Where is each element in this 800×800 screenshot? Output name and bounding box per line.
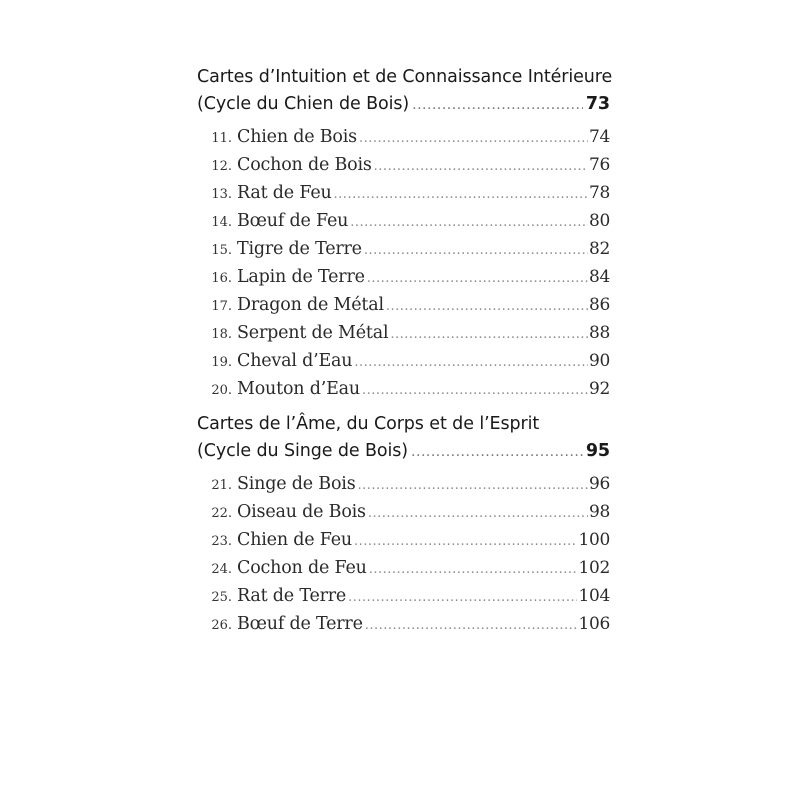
entry-title: Bœuf de Feu [237,211,349,231]
entry-page-number: 92 [588,379,610,399]
dot-leader [365,612,578,640]
toc-entry [197,263,610,291]
entry-number: 11. [211,131,232,146]
entry-title: Tigre de Terre [237,239,362,259]
entry-page-number: 80 [588,211,610,231]
toc-entry [197,610,610,638]
entry-number: 24. [211,562,232,577]
toc-entry [197,498,610,526]
entry-number: 12. [211,159,232,174]
dot-leader [354,528,577,556]
dot-leader [350,209,588,237]
entry-number: 15. [211,243,232,258]
entry-number: 20. [211,383,232,398]
entry-number: 17. [211,299,232,314]
toc-entry [197,347,610,375]
section-page-number: 95 [585,441,610,461]
entry-page-number: 98 [588,502,610,522]
entry-title: Dragon de Métal [237,295,384,315]
toc-entry [197,375,610,403]
section-heading [197,64,613,119]
toc-entry [197,470,610,498]
entry-list [197,123,610,403]
entry-title: Mouton d’Eau [237,379,360,399]
dot-leader [411,439,583,466]
entry-number: 25. [211,590,232,605]
entry-title: Chien de Feu [237,530,352,550]
entry-title: Lapin de Terre [237,267,365,287]
entry-title: Bœuf de Terre [237,614,363,634]
toc-entry [197,123,610,151]
toc-entry [197,526,610,554]
dot-leader [334,181,588,209]
toc-entry [197,582,610,610]
entry-page-number: 106 [578,614,610,634]
dot-leader [390,321,588,349]
entry-title: Rat de Terre [237,586,347,606]
dot-leader [386,293,588,321]
entry-number: 26. [211,618,232,633]
toc-entry [197,179,610,207]
section-title-line-1: Cartes d’Intuition et de Connaissance Intérieure [197,67,613,87]
entry-title: Cochon de Feu [237,558,367,578]
entry-title: Singe de Bois [237,474,356,494]
toc-section [197,411,610,638]
dot-leader [348,584,577,612]
entry-page-number: 78 [588,183,610,203]
entry-page-number: 88 [588,323,610,343]
entry-title: Chien de Bois [237,127,357,147]
section-subtitle: (Cycle du Singe de Bois) [197,441,409,461]
entry-number: 14. [211,215,232,230]
entry-number: 18. [211,327,232,342]
entry-title: Cochon de Bois [237,155,372,175]
entry-title: Oiseau de Bois [237,502,366,522]
entry-list [197,470,610,638]
entry-title: Serpent de Métal [237,323,389,343]
section-heading [197,411,610,466]
section-title-line-2 [197,91,610,119]
toc-entry [197,291,610,319]
entry-page-number: 102 [578,558,610,578]
entry-page-number: 84 [588,267,610,287]
entry-number: 13. [211,187,232,202]
toc-entry [197,151,610,179]
toc-section [197,64,613,403]
entry-page-number: 82 [588,239,610,259]
dot-leader [357,472,587,500]
entry-number: 23. [211,534,232,549]
section-title-line-1: Cartes de l’Âme, du Corps et de l’Esprit [197,414,540,434]
dot-leader [362,377,588,405]
section-title-line-2 [197,438,610,466]
dot-leader [359,125,588,153]
entry-number: 21. [211,478,232,493]
toc-entry [197,319,610,347]
entry-page-number: 86 [588,295,610,315]
entry-number: 16. [211,271,232,286]
toc-entry [197,207,610,235]
section-page-number: 73 [585,94,610,114]
entry-page-number: 90 [588,351,610,371]
entry-number: 22. [211,506,232,521]
dot-leader [368,500,588,528]
dot-leader [354,349,588,377]
dot-leader [374,153,588,181]
entry-title: Cheval d’Eau [237,351,353,371]
entry-number: 19. [211,355,232,370]
toc-entry [197,554,610,582]
dot-leader [369,556,578,584]
entry-page-number: 74 [588,127,610,147]
entry-page-number: 104 [578,586,610,606]
toc-entry [197,235,610,263]
dot-leader [367,265,588,293]
dot-leader [364,237,588,265]
section-subtitle: (Cycle du Chien de Bois) [197,94,410,114]
entry-page-number: 76 [588,155,610,175]
entry-title: Rat de Feu [237,183,332,203]
table-of-contents [197,64,613,638]
dot-leader [412,92,583,119]
entry-page-number: 100 [578,530,610,550]
entry-page-number: 96 [588,474,610,494]
